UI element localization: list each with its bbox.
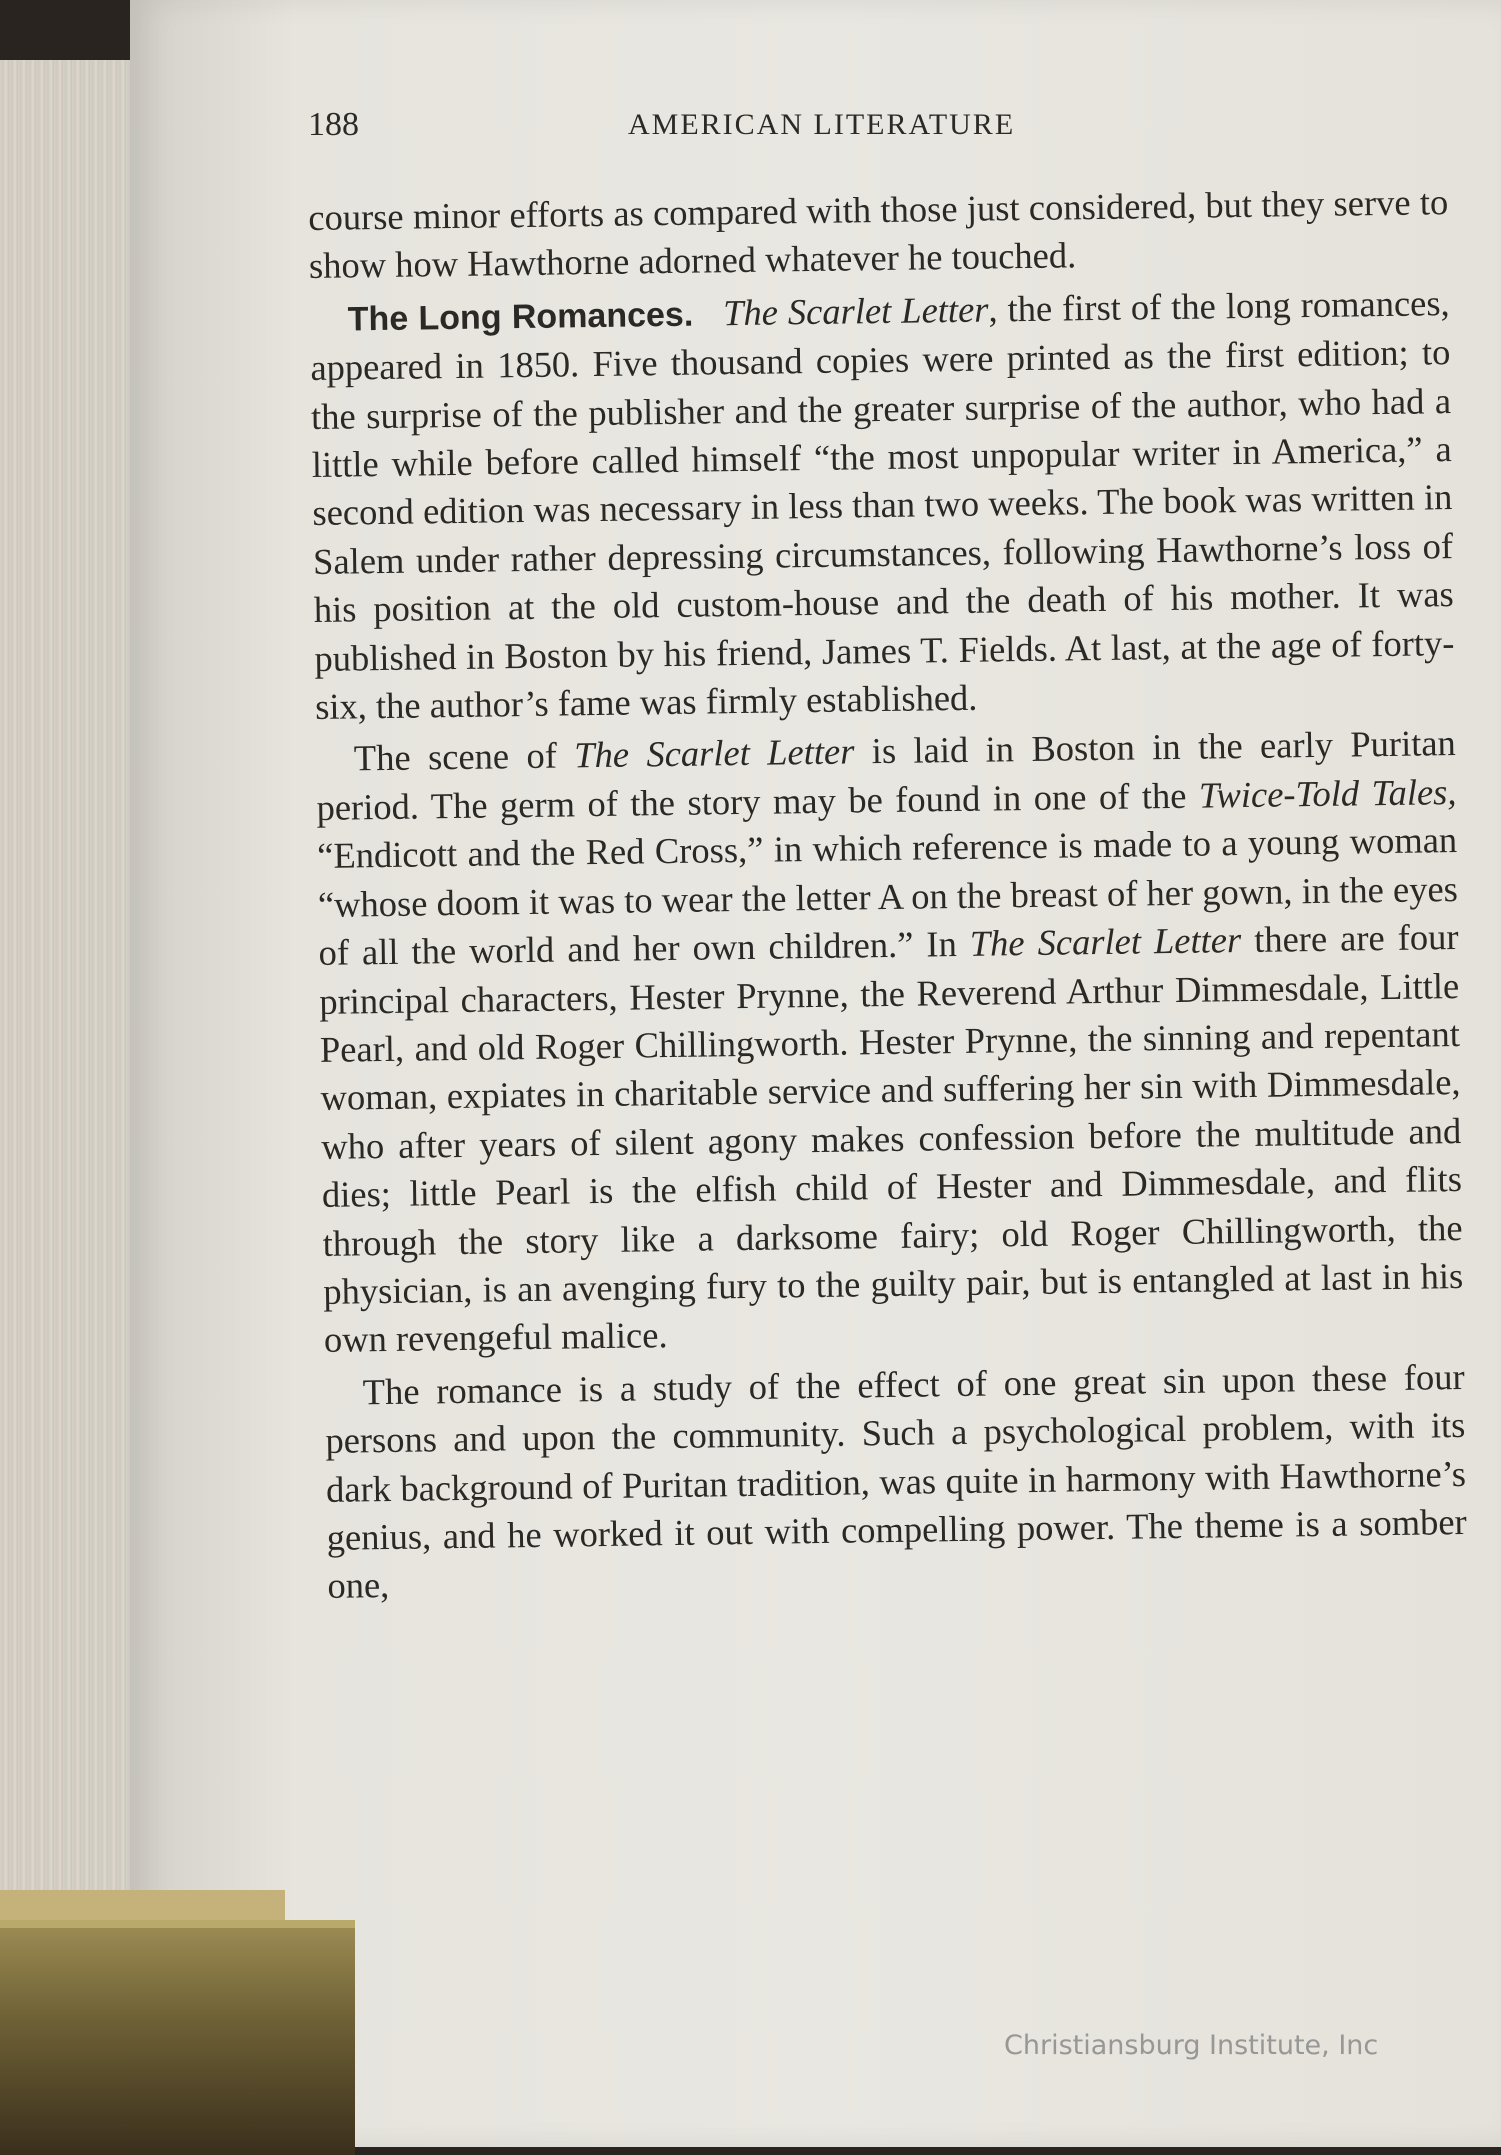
title-scarlet-letter: The Scarlet Letter <box>722 288 989 334</box>
paragraph-2 <box>309 279 1455 732</box>
paragraph-2-text: , the first of the long romances, appeared in 1850. Five thousand copies were printed as the first edition; to the surprise of the publisher and the greater surprise of the author, who had a little while before called himself “the most unpopular writer in America,” a second edition was necessary in less than two weeks. The book was written in Salem under rather depressing circumstances, following Hawthorne’s loss of his position at the old custom-house and the death of his mother. It was published in Boston by his friend, James T. Fields. At last, at the age of forty-six, the author’s fame was firmly established. <box>310 281 1455 728</box>
title-scarlet-letter-3: The Scarlet Letter <box>969 919 1242 964</box>
paragraph-3 <box>316 719 1465 1364</box>
watermark: Christiansburg Institute, Inc <box>1004 2030 1379 2061</box>
paragraph-3-text-c: “Endicott and the Red Cross,” in which reference is made to a young woman “whose doom it was to wear the letter A on the breast of her gown, in the eyes of all the world and her own children.” In <box>316 819 1459 974</box>
paragraph-4-text: The romance is a study of the effect of one great sin upon these four persons and upon the community. Such a psychological problem, with its dark background of Puritan tradition, was quite in harmony with Hawthorne’s genius, and he worked it out with compelling power. The theme is a somber one, <box>325 1355 1467 1607</box>
paragraph-3-text-a: The scene of <box>353 734 575 779</box>
page-number: 188 <box>308 106 359 143</box>
paragraph-1 <box>308 178 1449 291</box>
page-body <box>308 178 1468 1615</box>
title-scarlet-letter-2: The Scarlet Letter <box>573 730 855 776</box>
running-head: AMERICAN LITERATURE <box>628 108 1016 141</box>
paragraph-3-text-b: is laid in Boston in the early Puritan period. The germ of the story may be found in one of the <box>316 722 1457 828</box>
book-cover-corner <box>0 1920 355 2155</box>
paragraph-4 <box>324 1353 1467 1611</box>
paragraph-1-text: course minor efforts as compared with those just considered, but they serve to show how Hawthorne adorned whatever he touched. <box>308 181 1449 287</box>
title-twice-told-tales: Twice-Told Tales, <box>1198 770 1457 816</box>
section-heading-long-romances: The Long Romances. <box>347 295 694 339</box>
page-header <box>300 104 1450 154</box>
paragraph-3-text-d: there are four principal characters, Hester Prynne, the Reverend Arthur Dimmesdale, Little Pearl, and old Roger Chillingworth. Hester Prynne, the sinning and repentant woman, expiates in charitable service and suffering her sin with Dimmesdale, who after years of silent agony makes confession before the multitude and dies; little Pearl is the elfish child of Hester and Dimmesdale, and flits through the story like a darksome fairy; old Roger Chillingworth, the physician, is an avenging fury to the guilty pair, but is entangled at last in his own revengeful malice. <box>318 916 1464 1361</box>
